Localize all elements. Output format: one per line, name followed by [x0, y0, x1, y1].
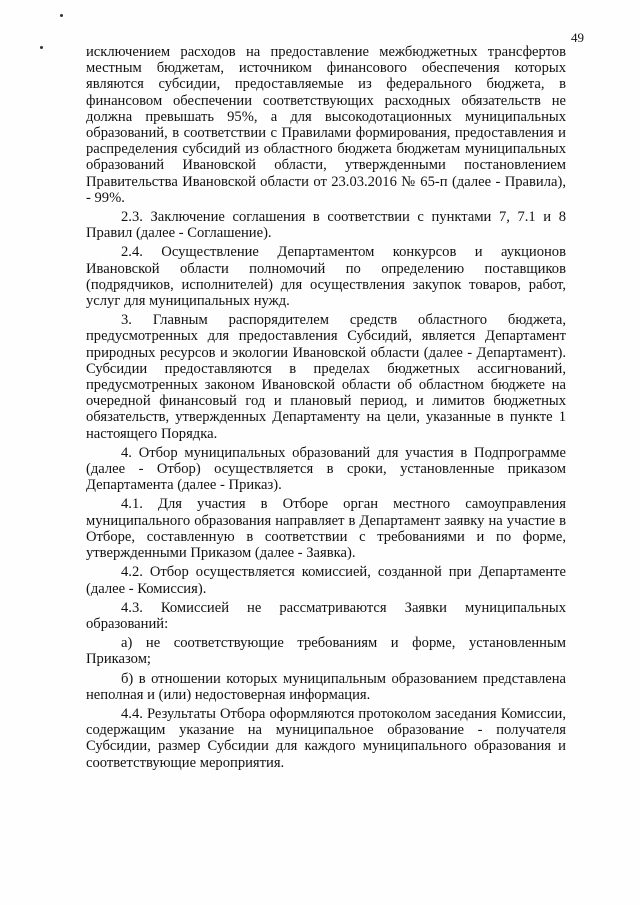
- paragraph-4-1: 4.1. Для участия в Отборе орган местного самоуправления муниципального образования направляет в Департамент заявку на участие в Отборе, составленную в соответствии с требованиями и по форме, утвержденными Приказом (далее - Заявка).: [86, 496, 566, 562]
- document-body: [86, 44, 566, 771]
- scan-speck: [40, 46, 43, 49]
- paragraph-4-2: 4.2. Отбор осуществляется комиссией, созданной при Департаменте (далее - Комиссия).: [86, 564, 566, 597]
- page-number: 49: [571, 30, 584, 45]
- paragraph-4-4: 4.4. Результаты Отбора оформляются протоколом заседания Комиссии, содержащим указание на муниципальное образование - получателя Субсидии, размер Субсидии для каждого муниципального образования и соответствующие мероприятия.: [86, 705, 566, 771]
- paragraph-2-4: 2.4. Осуществление Департаментом конкурсов и аукционов Ивановской области полномочий по определению поставщиков (подрядчиков, исполнителей) для осуществления закупок товаров, работ, услуг для муниципальных нужд.: [86, 244, 566, 310]
- paragraph-4-3-a: а) не соответствующие требованиям и форме, установленным Приказом;: [86, 635, 566, 668]
- scan-speck: [60, 14, 63, 17]
- paragraph-continuation: исключением расходов на предоставление межбюджетных трансфертов местным бюджетам, источником финансового обеспечения которых являются субсидии, предоставляемые из федерального бюджета, в финансовом обеспечении соответствующих расходных обязательств не должна превышать 95%, а для высокодотационных муниципальных образований, в соответствии с Правилами формирования, предоставления и распределения субсидий из областного бюджета бюджетам муниципальных образований Ивановской области, утвержденными постановлением Правительства Ивановской области от 23.03.2016 № 65-п (далее - Правила), - 99%.: [86, 44, 566, 206]
- paragraph-3: 3. Главным распорядителем средств областного бюджета, предусмотренных для предоставления Субсидий, является Департамент природных ресурсов и экологии Ивановской области (далее - Департамент). Субсидии предоставляются в пределах бюджетных ассигнований, предусмотренных законом Ивановской области об областном бюджете на очередной финансовый год и плановый период, и лимитов бюджетных обязательств, утвержденных Департаменту на цели, указанные в пункте 1 настоящего Порядка.: [86, 312, 566, 442]
- paragraph-2-3: 2.3. Заключение соглашения в соответствии с пунктами 7, 7.1 и 8 Правил (далее - Соглашение).: [86, 209, 566, 242]
- paragraph-4: 4. Отбор муниципальных образований для участия в Подпрограмме (далее - Отбор) осуществляется в сроки, установленные приказом Департамента (далее - Приказ).: [86, 444, 566, 494]
- paragraph-4-3-b: б) в отношении которых муниципальным образованием представлена неполная и (или) недостоверная информация.: [86, 670, 566, 703]
- paragraph-4-3: 4.3. Комиссией не рассматриваются Заявки муниципальных образований:: [86, 599, 566, 632]
